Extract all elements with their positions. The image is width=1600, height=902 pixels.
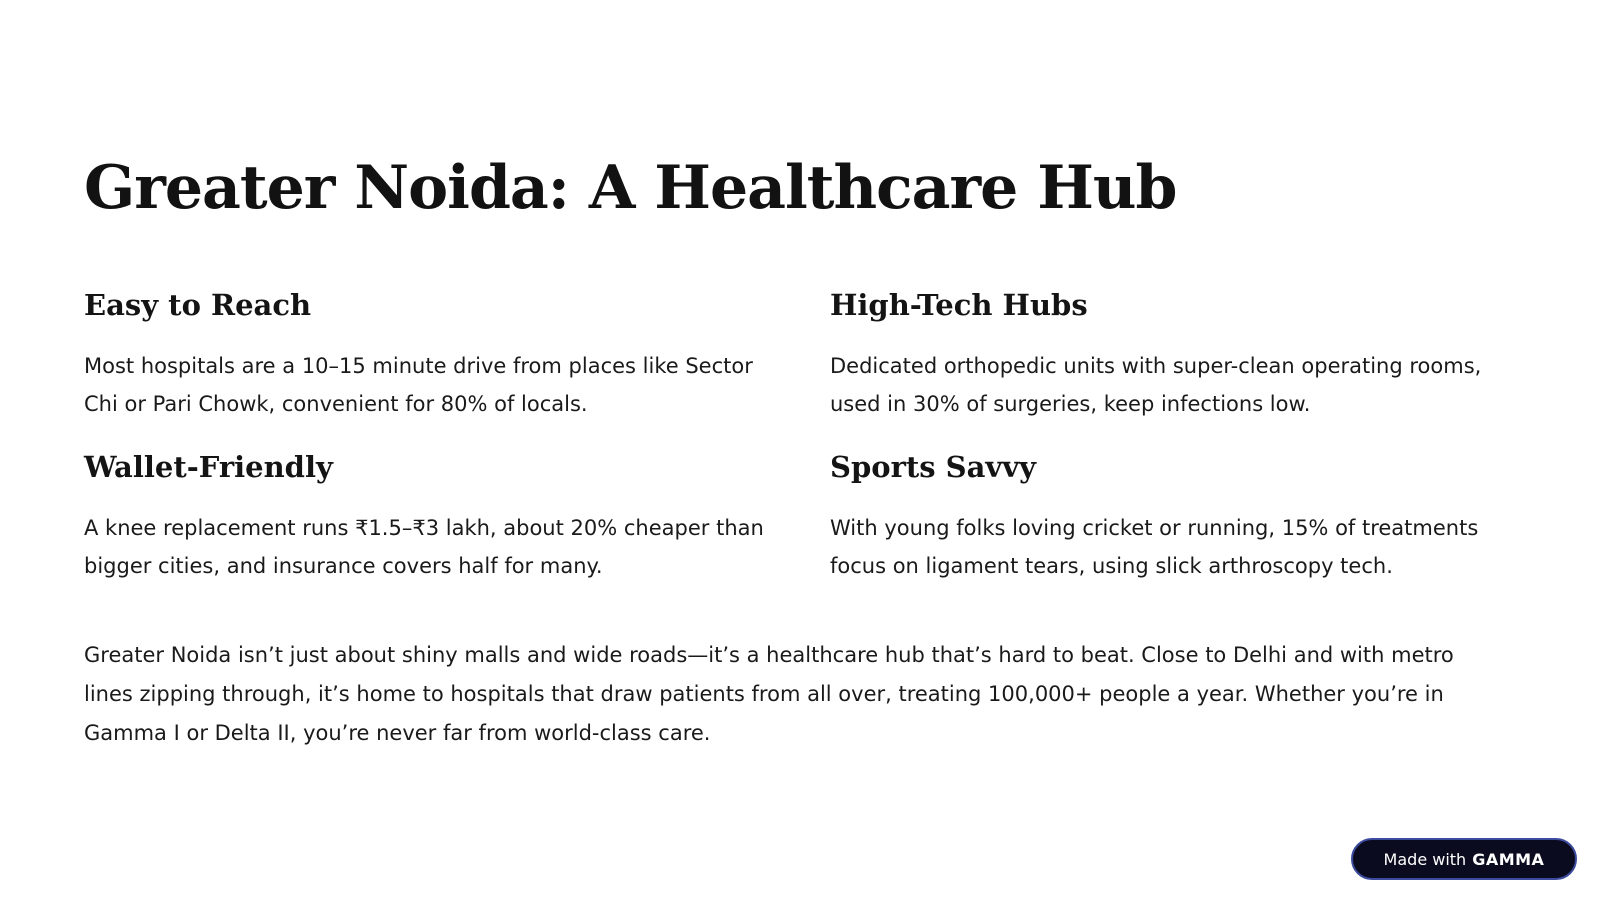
card-text: With young folks loving cricket or running, 15% of treatments focus on ligament tears, using slick arthroscopy tech.	[830, 516, 1479, 578]
card-sports-savvy	[830, 447, 1510, 585]
card-text: Dedicated orthopedic units with super-clean operating rooms, used in 30% of surgeries, keep infections low.	[830, 354, 1482, 416]
slide-title: Greater Noida: A Healthcare Hub	[84, 153, 1177, 223]
card-heading: Wallet-Friendly	[84, 450, 333, 484]
badge-prefix: Made with	[1383, 849, 1467, 869]
made-with-gamma-badge[interactable]	[1351, 838, 1577, 880]
card-wallet-friendly	[84, 447, 764, 585]
gamma-logo: GAMMA	[1472, 849, 1545, 869]
card-easy-to-reach	[84, 285, 764, 423]
card-text: A knee replacement runs ₹1.5–₹3 lakh, about 20% cheaper than bigger cities, and insurance covers half for many.	[84, 516, 764, 578]
card-high-tech-hubs	[830, 285, 1510, 423]
card-heading: High-Tech Hubs	[830, 288, 1088, 322]
card-heading: Easy to Reach	[84, 288, 312, 322]
slide-body-paragraph: Greater Noida isn’t just about shiny malls and wide roads—it’s a healthcare hub that’s hard to beat. Close to Delhi and with metro lines zipping through, it’s home to hospitals that draw patients from all over, treating 100,000+ people a year. Whether you’re in Gamma I or Delta II, you’re never far from world-class care.	[84, 643, 1454, 745]
card-text: Most hospitals are a 10–15 minute drive from places like Sector Chi or Pari Chowk, convenient for 80% of locals.	[84, 354, 753, 416]
card-heading: Sports Savvy	[830, 450, 1036, 484]
